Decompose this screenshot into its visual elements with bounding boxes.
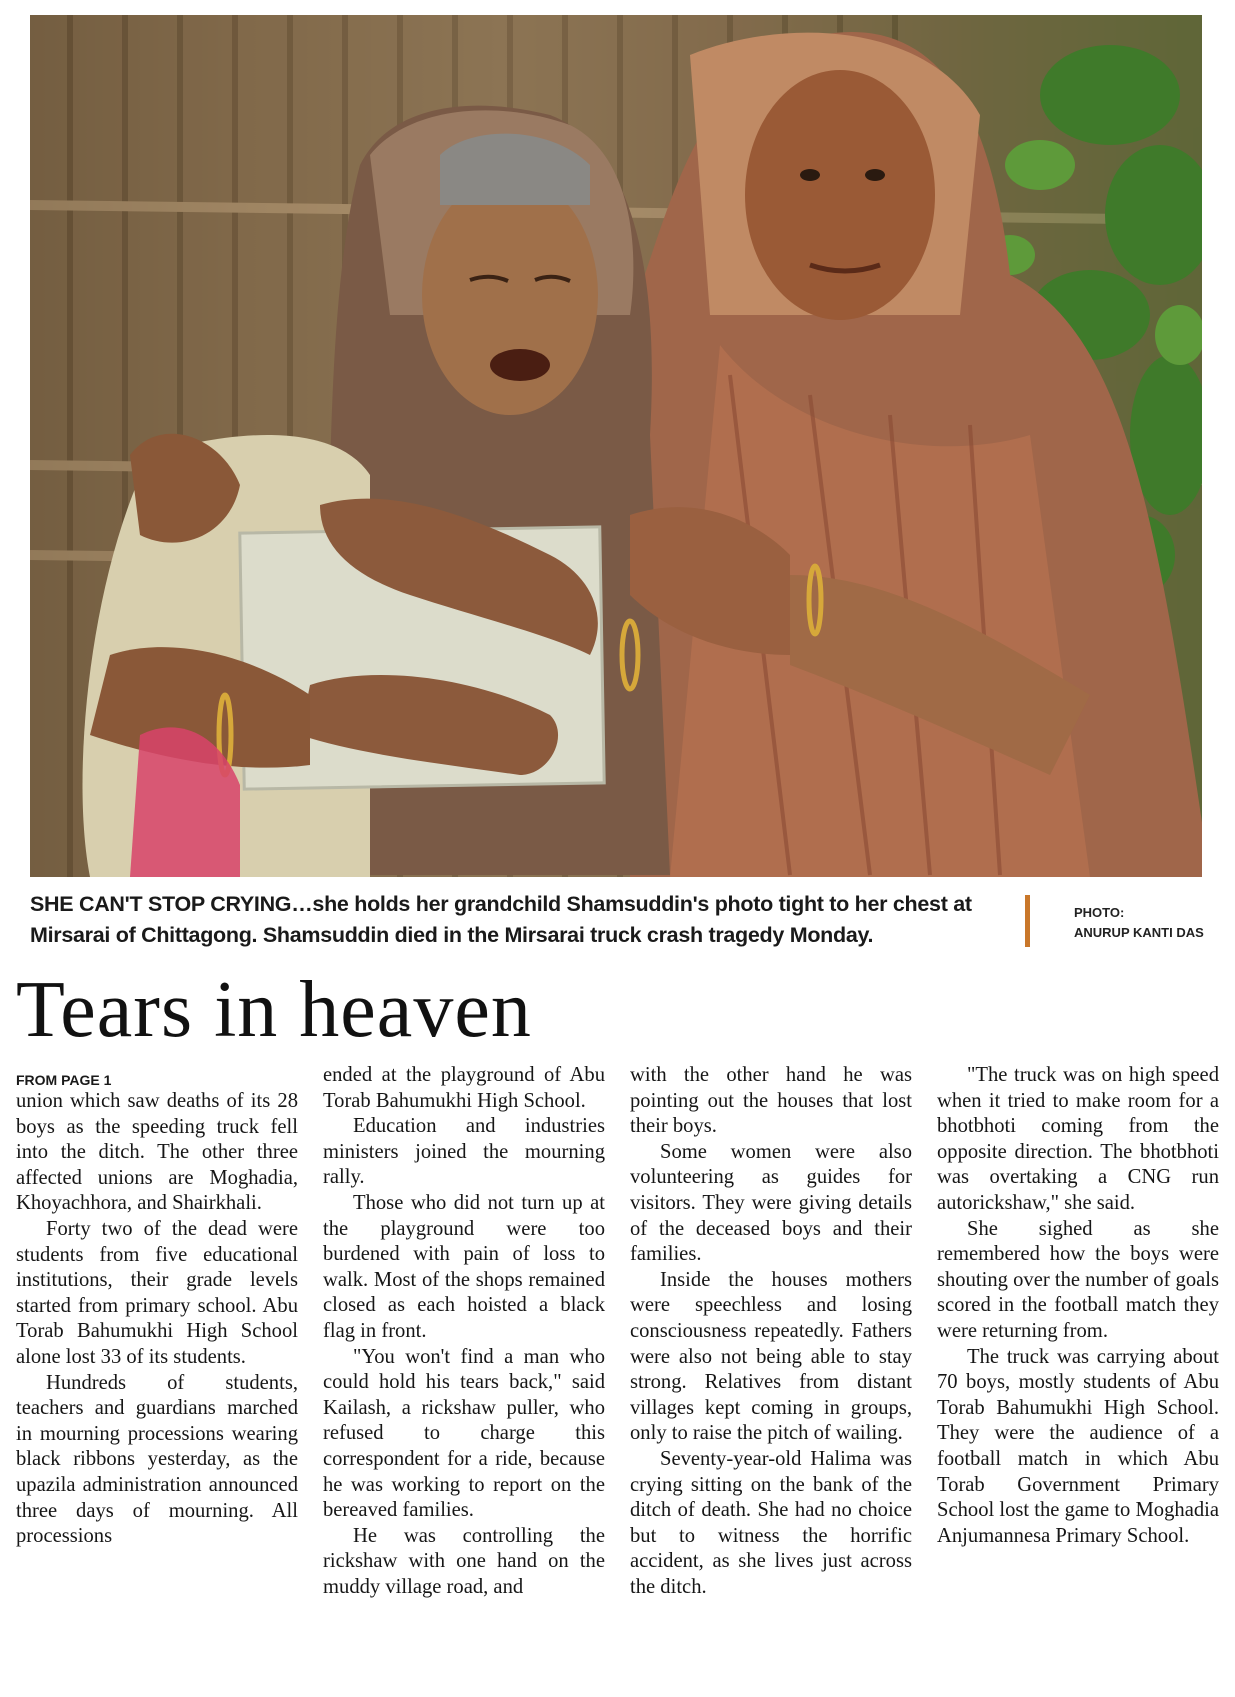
paragraph: Education and industries ministers joined the mourning rally. [323, 1115, 605, 1189]
paragraph: Those who did not turn up at the playground were too burdened with pain of loss to walk. Most of the shops remained closed as each hoisted a black flag in front. [323, 1191, 605, 1342]
paragraph: union which saw deaths of its 28 boys as the speeding truck fell into the ditch. The other three affected unions are Moghadia, Khoyachhora, and Shairkhali. [16, 1090, 298, 1215]
paragraph: She sighed as she remembered how the boys were shouting over the number of goals scored in the football match they were returning from. [937, 1217, 1219, 1342]
article-column-3 [630, 1063, 912, 1600]
paragraph: with the other hand he was pointing out the houses that lost their boys. [630, 1064, 912, 1138]
photo-credit-label: PHOTO: [1074, 905, 1125, 920]
photo-credit [1074, 903, 1204, 943]
article-column-1 [16, 1067, 298, 1550]
news-photo [30, 15, 1202, 877]
photo-credit-name: ANURUP KANTI DAS [1074, 925, 1204, 940]
paragraph: Forty two of the dead were students from five educational institutions, their grade levels started from primary school. Abu Torab Bahumukhi High School alone lost 33 of its students. [16, 1217, 298, 1368]
paragraph: The truck was carrying about 70 boys, mostly students of Abu Torab Bahumukhi High School. They were the audience of a football match in which Abu Torab Government Primary School lost the game to Moghadia Anjumannesa Primary School. [937, 1345, 1219, 1547]
paragraph: Seventy-year-old Halima was crying sitting on the bank of the ditch of death. She had no choice but to witness the horrific accident, as she lives just across the ditch. [630, 1447, 912, 1598]
credit-divider [1025, 895, 1030, 947]
jump-label: FROM PAGE 1 [16, 1072, 112, 1088]
paragraph: ended at the playground of Abu Torab Bahumukhi High School. [323, 1064, 605, 1112]
article-column-4 [937, 1063, 1219, 1549]
paragraph: "You won't find a man who could hold his tears back," said Kailash, a rickshaw puller, who refused to charge this correspondent for a ride, because he was working to report on the bereaved families. [323, 1345, 605, 1522]
photo-caption: SHE CAN'T STOP CRYING…she holds her grandchild Shamsuddin's photo tight to her chest at Mirsarai of Chittagong. Shamsuddin died in the Mirsarai truck crash tragedy Monday. [30, 892, 972, 947]
article-column-2 [323, 1063, 605, 1600]
headline: Tears in heaven [16, 966, 532, 1054]
paragraph: Inside the houses mothers were speechless and losing consciousness repeatedly. Fathers were also not being able to stay strong. Relatives from distant villages kept coming in groups, only to raise the pitch of wailing. [630, 1268, 912, 1445]
paragraph: "The truck was on high speed when it tried to make room for a bhotbhoti coming from the opposite direction. The bhotbhoti was overtaking a CNG run autorickshaw," she said. [937, 1064, 1219, 1214]
paragraph: He was controlling the rickshaw with one hand on the muddy village road, and [323, 1524, 605, 1598]
paragraph: Some women were also volunteering as guides for visitors. They were giving details of the deceased boys and their families. [630, 1140, 912, 1266]
paragraph: Hundreds of students, teachers and guardians marched in mourning processions wearing black ribbons yesterday, as the upazila administration announced three days of mourning. All processions [16, 1371, 298, 1548]
news-photo-illustration [30, 15, 1202, 877]
